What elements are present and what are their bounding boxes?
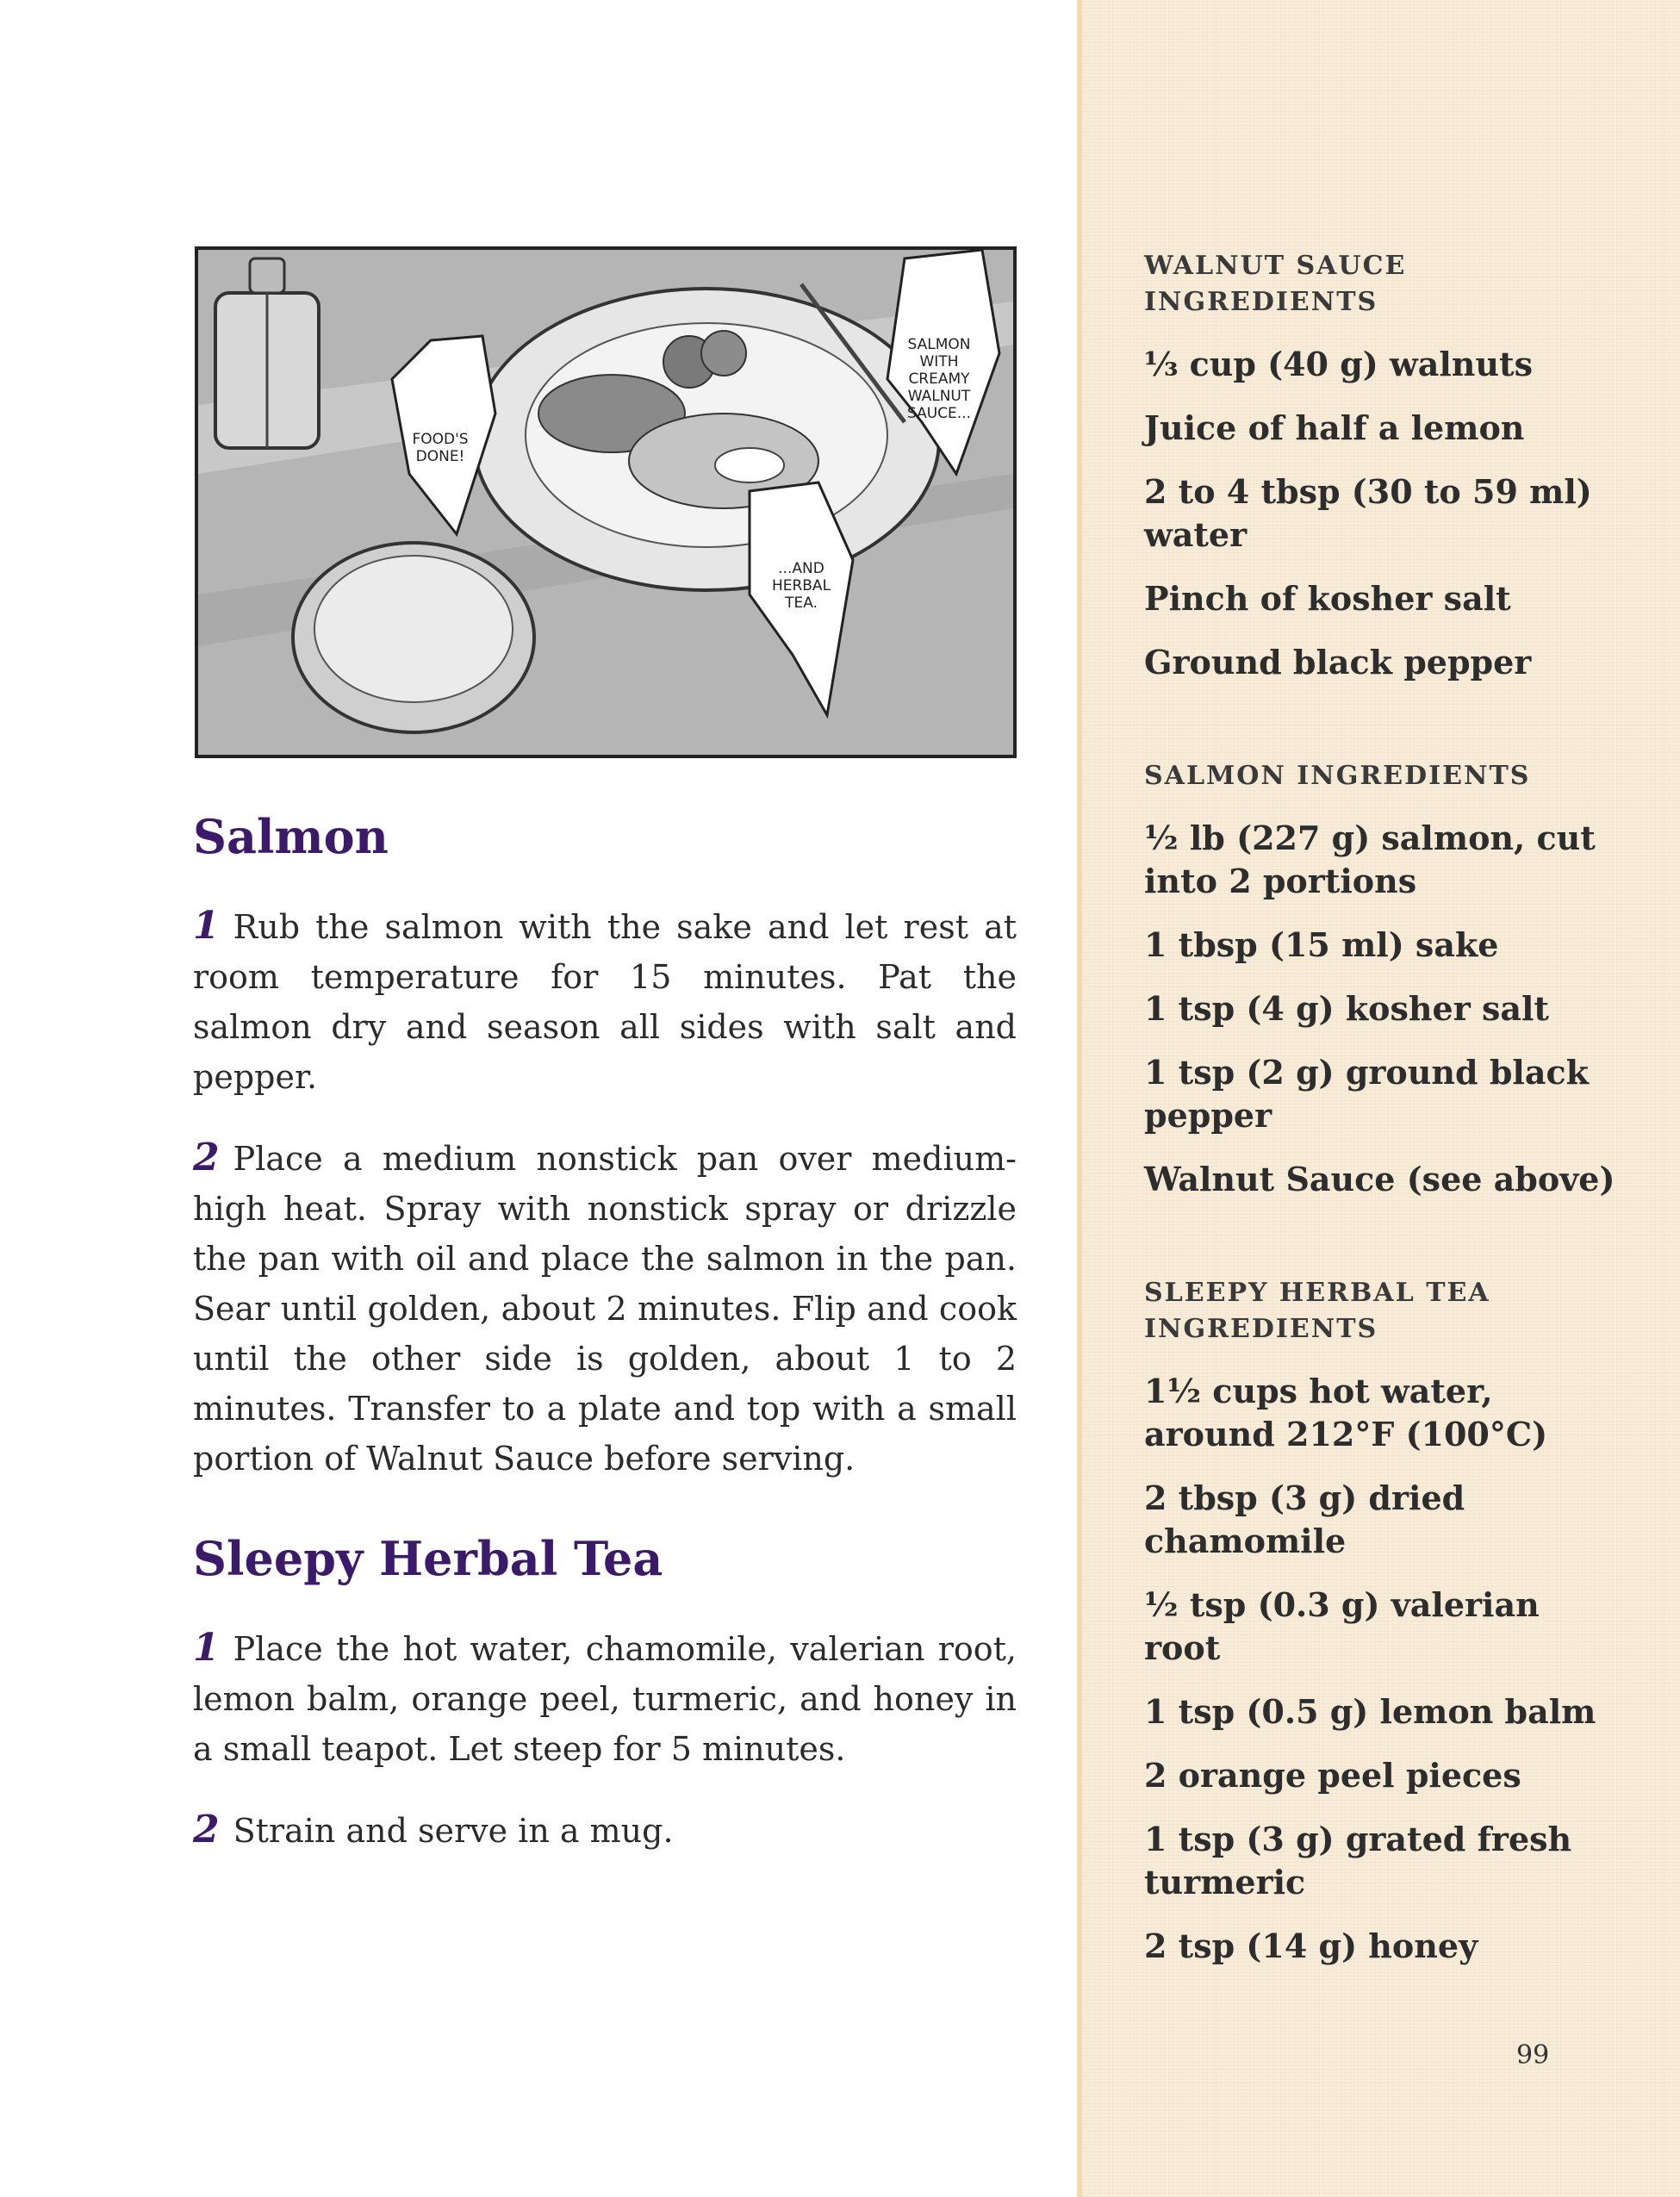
step-text: Rub the salmon with the sake and let rest at room temperature for 15 minutes. Pat the salmon dry and season all sides with salt and pepper. [193, 908, 1017, 1096]
step-number: 1 [193, 1626, 220, 1670]
ingredient-item: ⅓ cup (40 g) walnuts [1144, 345, 1533, 383]
section-title: SLEEPY HERBAL TEA INGREDIENTS [1144, 1278, 1490, 1344]
ingredients-sidebar [1077, 0, 1680, 2197]
recipe-column [193, 810, 1017, 1887]
manga-illustration [195, 246, 1017, 758]
ingredient-item: 2 tbsp (3 g) dried chamomile [1144, 1478, 1465, 1560]
ingredient-item: Pinch of kosher salt [1144, 579, 1511, 618]
ingredient-item: Juice of half a lemon [1144, 408, 1525, 447]
tea-title: Sleepy Herbal Tea [193, 1531, 663, 1586]
walnut-sauce-section [1144, 248, 1627, 684]
ingredient-item: 1 tsp (4 g) kosher salt [1144, 989, 1549, 1028]
section-title: SALMON INGREDIENTS [1144, 761, 1531, 791]
ingredient-list [1144, 343, 1627, 684]
ingredient-item: 2 tsp (14 g) honey [1144, 1926, 1478, 1965]
salmon-step-2 [193, 1133, 1017, 1484]
ingredient-item: 1 tbsp (15 ml) sake [1144, 925, 1499, 964]
step-text: Place the hot water, chamomile, valerian root, lemon balm, orange peel, turmeric, and honey in a small teapot. Let steep for 5 minutes. [193, 1630, 1017, 1768]
ingredient-item: ½ lb (227 g) salmon, cut into 2 portions [1144, 818, 1596, 900]
bubble-herbal-tea: ...AND HERBAL TEA. [771, 560, 831, 612]
ingredient-item: 1 tsp (3 g) grated fresh turmeric [1144, 1820, 1572, 1901]
ingredient-item: 2 to 4 tbsp (30 to 59 ml) water [1144, 472, 1592, 554]
ingredient-item: Walnut Sauce (see above) [1144, 1160, 1615, 1198]
tea-step-2 [193, 1805, 1017, 1856]
ingredient-item: 1 tsp (2 g) ground black pepper [1144, 1053, 1589, 1135]
ingredient-item: 2 orange peel pieces [1144, 1756, 1521, 1795]
salmon-step-1 [193, 901, 1017, 1102]
ingredient-item: 1 tsp (0.5 g) lemon balm [1144, 1692, 1596, 1731]
salmon-section [1144, 758, 1627, 1201]
meal-scene-drawing [198, 250, 1013, 755]
step-number: 2 [193, 1136, 220, 1179]
salmon-title: Salmon [193, 809, 389, 864]
ingredient-item: 1½ cups hot water, around 212°F (100°C) [1144, 1372, 1548, 1453]
ingredient-item: ½ tsp (0.3 g) valerian root [1144, 1585, 1540, 1667]
ingredient-list [1144, 817, 1627, 1201]
ingredient-item: Ground black pepper [1144, 643, 1532, 682]
step-text: Place a medium nonstick pan over medium-high heat. Spray with nonstick spray or drizzle the pan with oil and place the salmon in the pan. Sear until golden, about 2 minutes. Flip and cook until the other side is golden, about 1 to 2 minutes. Transfer to a plate and top with a small portion of Walnut Sauce before serving. [193, 1140, 1017, 1478]
step-text: Strain and serve in a mug. [233, 1812, 674, 1850]
herbal-tea-section [1144, 1275, 1627, 1968]
tea-step-1 [193, 1623, 1017, 1774]
step-number: 1 [193, 904, 220, 948]
step-number: 2 [193, 1808, 220, 1852]
ingredient-list [1144, 1370, 1627, 1968]
bubble-foods-done: FOOD'S DONE! [412, 431, 469, 465]
bubble-salmon: SALMON WITH CREAMY WALNUT SAUCE... [906, 336, 971, 422]
page-number: 99 [1516, 2040, 1550, 2070]
section-title: WALNUT SAUCE INGREDIENTS [1144, 251, 1407, 317]
